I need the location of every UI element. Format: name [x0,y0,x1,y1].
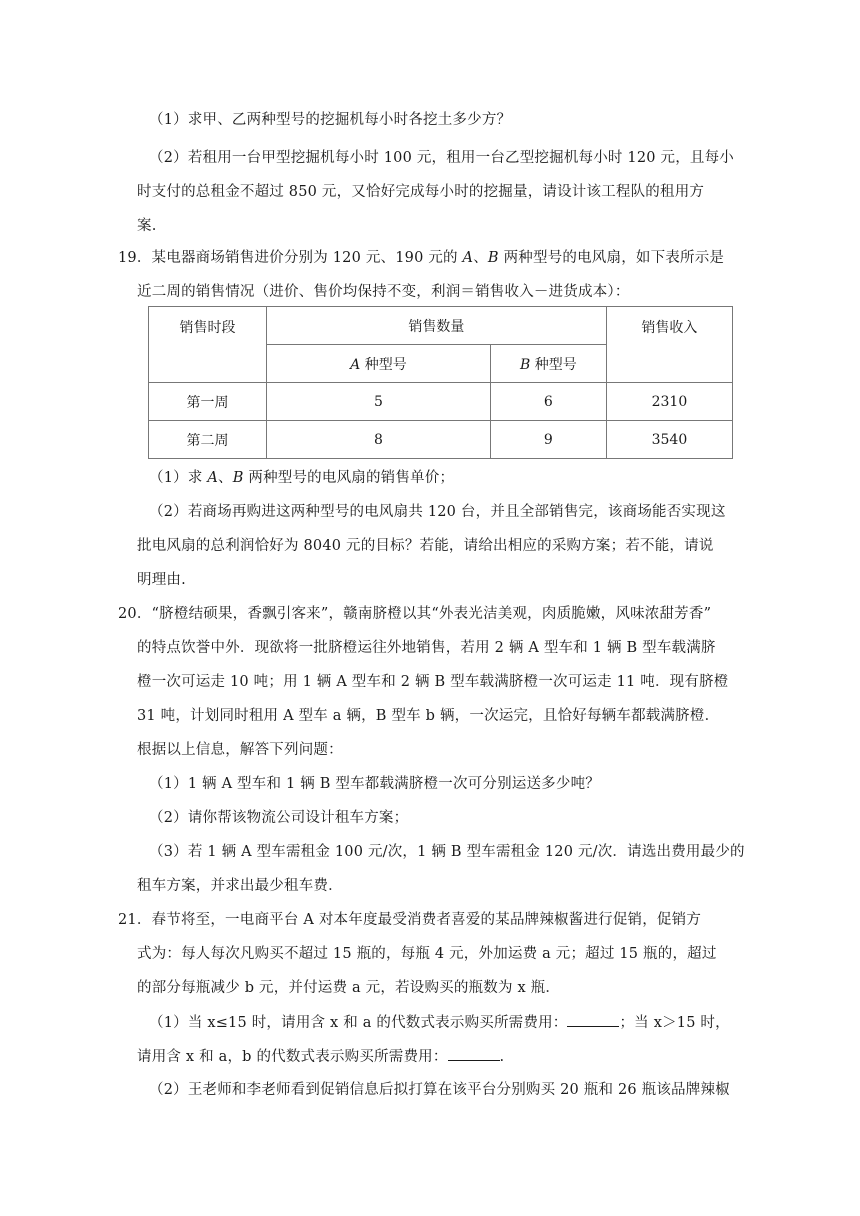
cell-type-a: 8 [266,421,490,459]
cell-type-a: 5 [266,383,490,421]
q20-line2: 的特点饮誉中外．现欲将一批脐橙运往外地销售，若用 2 辆 A 型车和 1 辆 B 型车载满脐 [137,640,716,656]
table-row [149,421,733,459]
q21-part1-line1: （1）当 x≤15 时，请用含 x 和 a 的代数式表示购买所需费用： ；当 x＞15 时， [149,1012,730,1033]
sales-table [148,306,733,459]
q21-line2: 式为：每人每次凡购买不超过 15 瓶的，每瓶 4 元，外加运费 a 元；超过 15 瓶的，超过 [137,946,717,962]
q18-part1: （1）求甲、乙两种型号的挖掘机每小时各挖土多少方？ [149,112,512,128]
q20-part2: （2）请你帮该物流公司设计租车方案； [149,810,409,826]
answer-blank[interactable] [448,1046,500,1061]
header-period: 销售时段 [149,307,267,383]
q20-line5: 根据以上信息，解答下列问题： [137,742,343,758]
q20-line4: 31 吨，计划同时租用 A 型车 a 辆，B 型车 b 辆，一次运完，且恰好每辆车都载满脐橙． [137,708,720,724]
header-type-a: A 种型号 [266,345,490,383]
q20-line3: 橙一次可运走 10 吨；用 1 辆 A 型车和 2 辆 B 型车载满脐橙一次可运走 11 吨．现有脐橙 [137,674,729,690]
header-type-b: B 种型号 [490,345,606,383]
q19-part1: （1）求 A、B 两种型号的电风扇的销售单价； [149,470,455,486]
header-quantity: 销售数量 [266,307,606,345]
cell-period: 第一周 [149,383,267,421]
q21-part2-line1: （2）王老师和李老师看到促销信息后拟打算在该平台分别购买 20 瓶和 26 瓶该品牌辣椒 [149,1082,730,1098]
q19-line2: 近二周的销售情况（进价、售价均保持不变，利润＝销售收入－进货成本）： [137,284,630,300]
cell-type-b: 6 [490,383,606,421]
q20-part1: （1）1 辆 A 型车和 1 辆 B 型车都载满脐橙一次可分别运送多少吨？ [149,776,600,792]
q20-part3-line1: （3）若 1 辆 A 型车需租金 100 元/次，1 辆 B 型车需租金 120 元/次．请选出费用最少的 [149,844,745,860]
q20-part3-line2: 租车方案，并求出最少租车费． [137,878,343,894]
q19-line1: 19．某电器商场销售进价分别为 120 元、190 元的 A、B 两种型号的电风扇，如下表所示是 [118,250,725,266]
cell-period: 第二周 [149,421,267,459]
q19-part2-line2: 批电风扇的总利润恰好为 8040 元的目标？若能，请给出相应的采购方案；若不能，请说 [137,538,714,554]
q18-part2-line2: 时支付的总租金不超过 850 元，又恰好完成每小时的挖掘量，请设计该工程队的租用方 [137,184,705,200]
q21-part1-line2: 请用含 x 和 a，b 的代数式表示购买所需费用： . [137,1046,504,1067]
answer-blank[interactable] [567,1012,619,1027]
q21-line1: 21．春节将至，一电商平台 A 对本年度最受消费者喜爱的某品牌辣椒酱进行促销，促销方 [118,912,702,928]
q18-part2-line3: 案. [137,218,157,234]
q18-part2-line1: （2）若租用一台甲型挖掘机每小时 100 元，租用一台乙型挖掘机每小时 120 元，且每小 [149,150,735,166]
cell-income: 3540 [606,421,732,459]
q21-line3: 的部分每瓶减少 b 元，并付运费 a 元，若设购买的瓶数为 x 瓶． [137,980,561,996]
q19-part2-line1: （2）若商场再购进这两种型号的电风扇共 120 台，并且全部销售完，该商场能否实现这 [149,504,726,520]
q20-line1: 20．“脐橙结硕果，香飘引客来”，赣南脐橙以其“外表光洁美观，肉质脆嫩，风味浓甜芳香” [118,606,712,622]
table-row [149,383,733,421]
cell-type-b: 9 [490,421,606,459]
q19-part2-line3: 明理由. [137,572,186,588]
cell-income: 2310 [606,383,732,421]
header-income: 销售收入 [606,307,732,383]
